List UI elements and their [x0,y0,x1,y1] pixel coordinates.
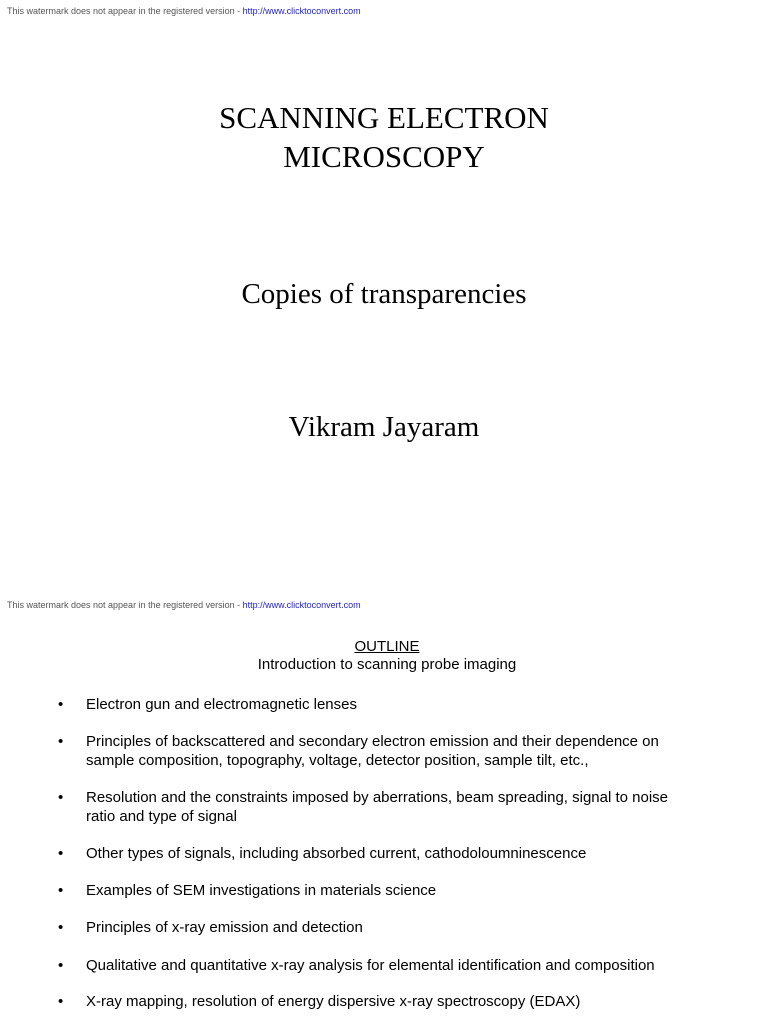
list-item-text: Examples of SEM investigations in materials science [86,882,437,899]
bullet-icon: • [58,789,64,806]
author-name: Vikram Jayaram [288,411,480,443]
watermark-notice [7,600,361,610]
outline-heading: OUTLINE [354,638,420,655]
bullet-icon: • [58,845,64,862]
list-item-text: Qualitative and quantitative x-ray analysis for elemental identification and composition [86,957,655,974]
bullet-icon: • [58,696,64,713]
title-line-2: MICROSCOPY [283,139,485,174]
document-subtitle: Copies of transparencies [241,278,527,310]
watermark-link[interactable]: http://www.clicktoconvert.com [242,600,361,610]
bullet-icon: • [58,993,64,1010]
watermark-text: This watermark does not appear in the registered version - [7,600,243,610]
bullet-icon: • [58,957,64,974]
list-item-text: Resolution and the constraints imposed by aberrations, beam spreading, signal to noise ratio and type of signal [86,789,669,825]
list-item-text: Other types of signals, including absorbed current, cathodoloumninescence [86,845,587,862]
document-title [0,98,768,176]
list-item-text: X-ray mapping, resolution of energy dispersive x-ray spectroscopy (EDAX) [86,993,581,1010]
outline-intro: Introduction to scanning probe imaging [257,656,517,673]
list-item-text: Electron gun and electromagnetic lenses [86,696,357,713]
title-line-1: SCANNING ELECTRON [219,100,549,135]
bullet-icon: • [58,733,64,750]
bullet-icon: • [58,919,64,936]
bullet-icon: • [58,882,64,899]
list-item-text: Principles of backscattered and secondary electron emission and their dependence on sample composition, topography, voltage, detector position, sample tilt, etc., [86,733,659,769]
watermark-text: This watermark does not appear in the registered version - [7,6,243,16]
list-item-text: Principles of x-ray emission and detection [86,919,363,936]
watermark-link[interactable]: http://www.clicktoconvert.com [242,6,361,16]
watermark-notice [7,6,361,16]
